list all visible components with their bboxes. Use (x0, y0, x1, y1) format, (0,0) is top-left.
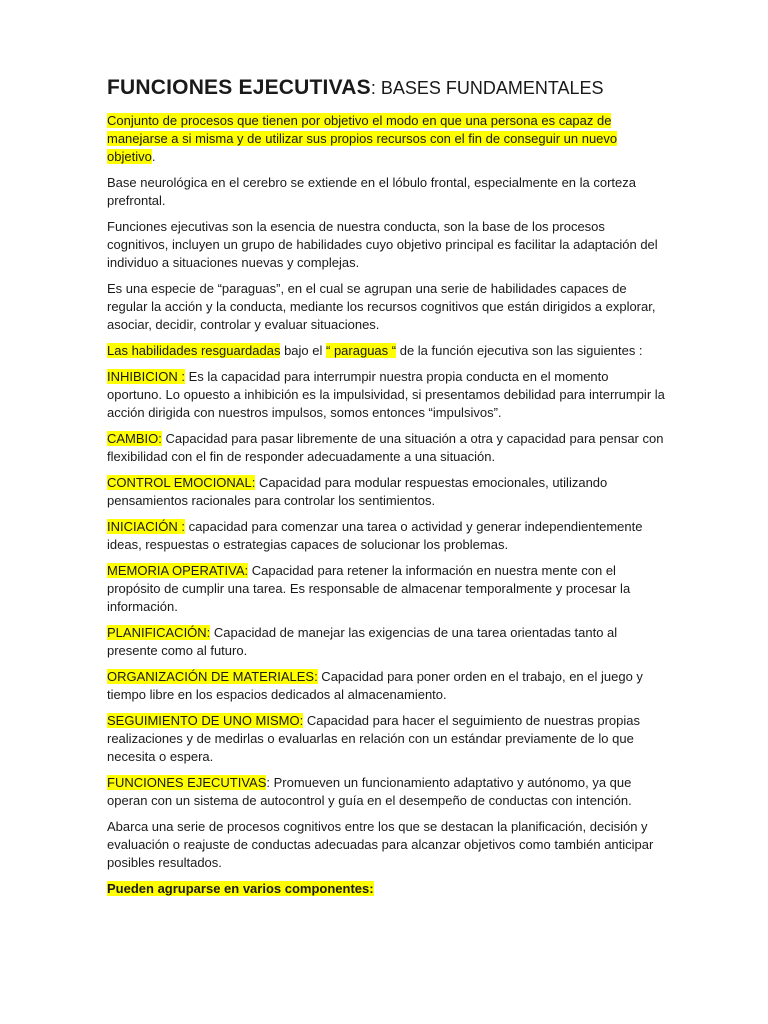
definition-term: SEGUIMIENTO DE UNO MISMO: (107, 713, 304, 728)
definition-term: FUNCIONES EJECUTIVAS (107, 775, 267, 790)
document-body (107, 74, 667, 906)
definition-planificacion (107, 624, 667, 660)
definition-text: Capacidad para hacer el seguimiento de nuestras propias realizaciones y de medirlas o evaluarlas en relación con un estándar previamente de lo que necesita o espera. (107, 713, 640, 764)
definition-term: MEMORIA OPERATIVA: (107, 563, 249, 578)
definition-term: CAMBIO: (107, 431, 162, 446)
definition-iniciacion (107, 518, 667, 554)
paragraph-essence: Funciones ejecutivas son la esencia de nuestra conducta, son la base de los procesos cognitivos, incluyen un grupo de habilidades cuyo objetivo principal es facilitar la adaptación del individuo a situaciones nuevas y complejas. (107, 219, 658, 270)
paragraph-habilidades (107, 342, 667, 360)
definition-text: Capacidad para retener la información en nuestra mente con el propósito de cumplir una tarea. Es responsable de almacenar temporalmente y procesar la información. (107, 563, 631, 614)
definition-term: PLANIFICACIÓN: (107, 625, 211, 640)
paragraph-final (107, 880, 667, 898)
paragraph-closing: Abarca una serie de procesos cognitivos entre los que se destacan la planificación, decisión y evaluación o reajuste de conductas adecuadas para alcanzar objetivos como también anticipar posibles resultados. (107, 819, 654, 870)
page-title (107, 74, 667, 104)
definition-term: INHIBICION : (107, 369, 186, 384)
title-subtitle: : BASES FUNDAMENTALES (370, 78, 604, 98)
definition-text: capacidad para comenzar una tarea o actividad y generar independientemente ideas, respuestas o estrategias capaces de solucionar los problemas. (107, 519, 643, 552)
definition-text: Capacidad para poner orden en el trabajo, en el juego y tiempo libre en los espacios dedicados al almacenamiento. (107, 669, 643, 702)
intro-end: . (151, 149, 156, 164)
title-main: FUNCIONES EJECUTIVAS (107, 76, 371, 99)
definition-text: Capacidad de manejar las exigencias de una tarea orientadas tanto al presente como al futuro. (107, 625, 618, 658)
definition-term: CONTROL EMOCIONAL: (107, 475, 256, 490)
definition-inhibicion (107, 368, 667, 422)
habilidades-end: de la función ejecutiva son las siguientes : (396, 343, 643, 358)
definition-text: Capacidad para modular respuestas emocionales, utilizando pensamientos racionales para controlar los sentimientos. (107, 475, 608, 508)
definition-memoria-operativa (107, 562, 667, 616)
definition-funciones-ejecutivas (107, 774, 667, 810)
definition-term: ORGANIZACIÓN DE MATERIALES: (107, 669, 318, 684)
definition-control-emocional (107, 474, 667, 510)
habilidades-highlight: Las habilidades resguardadas (107, 343, 281, 358)
paragraph-umbrella: Es una especie de “paraguas”, en el cual se agrupan una serie de habilidades capaces de regular la acción y la conducta, mediante los recursos cognitivos que están dirigidos a explorar, asociar, decidir, controlar y evaluar situaciones. (107, 281, 656, 332)
habilidades-mid: bajo el (280, 343, 327, 358)
intro-highlight: Conjunto de procesos que tienen por objetivo el modo en que una persona es capaz de manejarse a si misma y de utilizar sus propios recursos con el fin de conseguir un nuevo objetivo (107, 113, 618, 164)
definition-text: Capacidad para pasar libremente de una situación a otra y capacidad para pensar con flexibilidad con el fin de responder adecuadamente a una situación. (107, 431, 664, 464)
definition-seguimiento (107, 712, 667, 766)
paragraph-neurological-base: Base neurológica en el cerebro se extiende en el lóbulo frontal, especialmente en la corteza prefrontal. (107, 175, 637, 208)
final-highlight: Pueden agruparse en varios componentes: (107, 881, 374, 896)
definition-cambio (107, 430, 667, 466)
paraguas-highlight: “ paraguas “ (326, 343, 397, 358)
definition-term: INICIACIÓN : (107, 519, 186, 534)
intro-paragraph (107, 112, 667, 166)
definition-text: Es la capacidad para interrumpir nuestra propia conducta en el momento oportuno. Lo opuesto a inhibición es la impulsividad, si presentamos debilidad para interrumpir la acción dirigida con nuestros impulsos, somos entonces “impulsivos”. (107, 369, 665, 420)
definition-organizacion (107, 668, 667, 704)
definition-text: : Promueven un funcionamiento adaptativo y autónomo, ya que operan con un sistema de autocontrol y guía en el desempeño de conductas con intención. (107, 775, 632, 808)
